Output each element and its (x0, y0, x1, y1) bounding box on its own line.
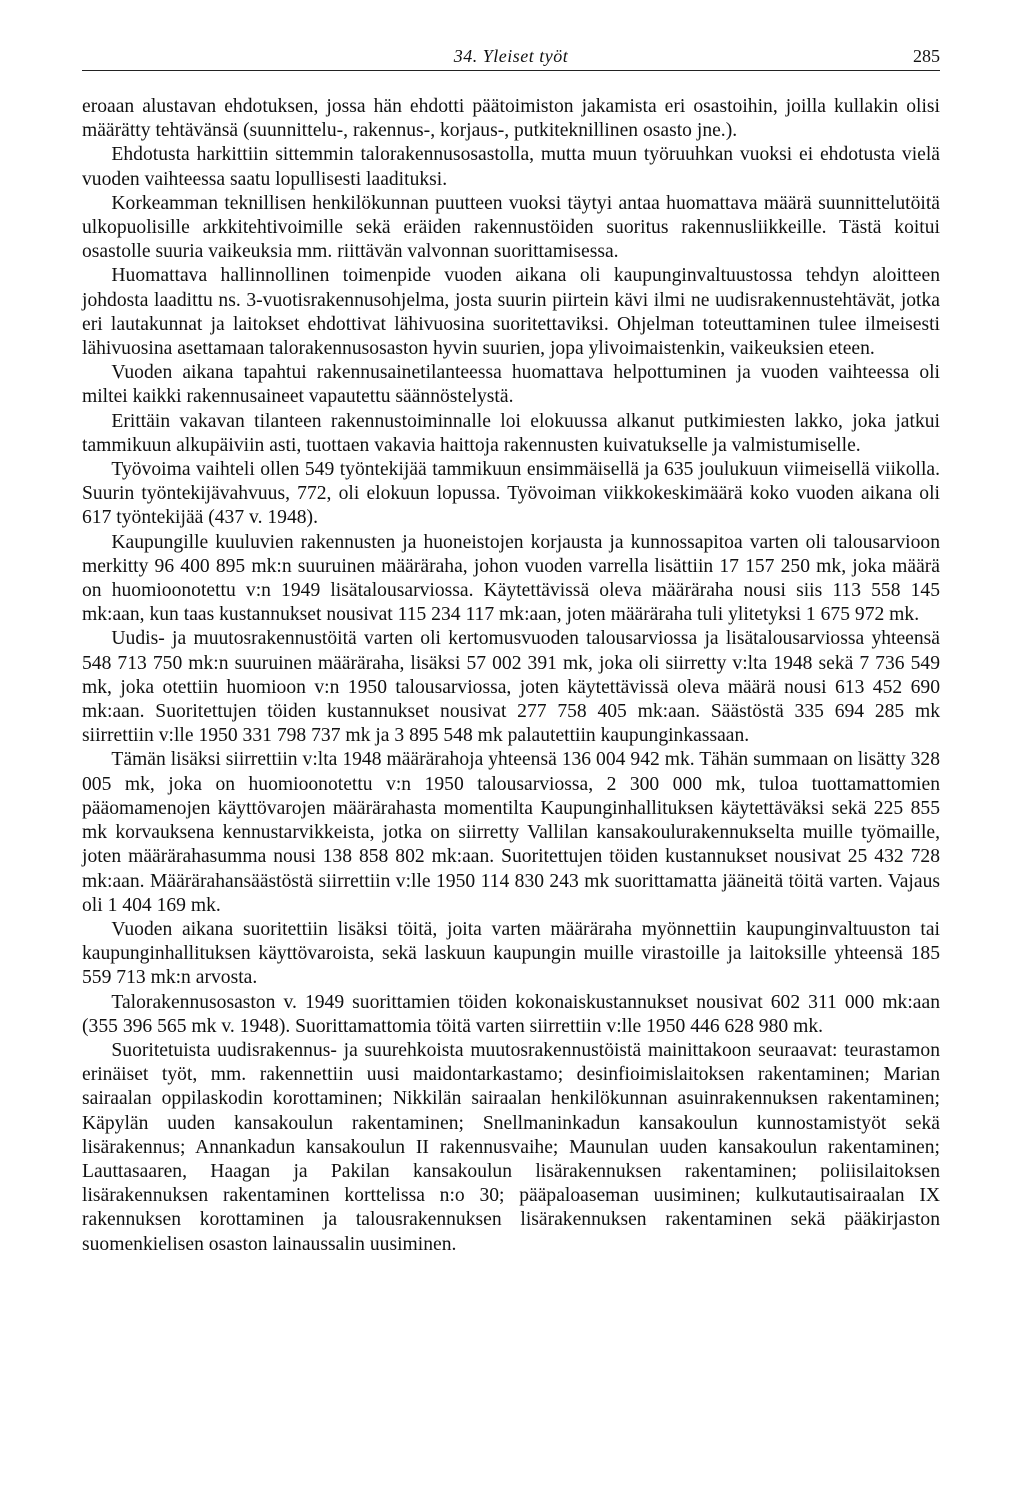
paragraph-7: Työvoima vaihteli ollen 549 työntekijää tammikuun ensimmäisellä ja 635 joulukuun viimeisellä viikolla. Suurin työntekijävahvuus, 772, oli elokuun lopussa. Työvoiman viikkokeskimäärä koko vuoden aikana oli 617 työntekijää (437 v. 1948). (82, 459, 940, 529)
paragraph-4: Huomattava hallinnollinen toimenpide vuoden aikana oli kaupunginvaltuustossa tehdyn aloitteen johdosta laadittu ns. 3-vuotisrakennusohjelma, josta suurin piirtein kävi ilmi ne uudisrakennustehtävät, jotka eri lautakunnat ja laitokset ehdottivat lähivuosina suoritettaviksi. Ohjelman toteuttaminen tulee ilmeisesti lähivuosina asettamaan talorakennusosaston hyvin suurien, jopa ylivoimaistenkin, vaikeuksien eteen. (82, 265, 940, 360)
page-number: 285 (913, 46, 940, 66)
body-text (82, 95, 940, 1257)
paragraph-2: Ehdotusta harkittiin sittemmin talorakennusosastolla, mutta muun työruuhkan vuoksi ei ehdotusta vielä vuoden vaihteessa saatu lopullisesti laadituksi. (82, 144, 940, 190)
paragraph-13: Suoritetuista uudisrakennus- ja suurehkoista muutosrakennustöistä mainittakoon seuraavat: teurastamon erinäiset työt, mm. rakennettiin uusi maidontarkastamo; desinfioimislaitoksen rakentaminen; Marian sairaalan oppilaskodin korottaminen; Nikkilän sairaalan henkilökunnan asuinrakennuksen rakentaminen; Käpylän uuden kansakoulun rakentaminen; Snellmaninkadun kansakoulun kunnostamistyöt sekä lisärakennus; Annankadun kansakoulun II rakennusvaihe; Maunulan uuden kansakoulun rakentaminen; Lauttasaaren, Haagan ja Pakilan kansakoulun lisärakennuksen rakentaminen; poliisilaitoksen lisärakennuksen rakentaminen korttelissa n:o 30; pääpaloaseman uusiminen; kulkutautisairaalan IX rakennuksen korottaminen ja talousrakennuksen lisärakennuksen rakentaminen sekä pääkirjaston suomenkielisen osaston lainaussalin uusiminen. (82, 1039, 940, 1255)
paragraph-1: eroaan alustavan ehdotuksen, jossa hän ehdotti päätoimiston jakamista eri osastoihin, joilla kullakin olisi määrätty tehtävänsä (suunnittelu-, rakennus-, korjaus-, putkiteknillinen osasto jne.). (82, 96, 940, 142)
paragraph-11: Vuoden aikana suoritettiin lisäksi töitä, joita varten määräraha myönnettiin kaupunginvaltuuston tai kaupunginhallituksen käyttövaroista, sekä laskuun kaupungin muille virastoille ja laitoksille yhteensä 185 559 713 mk:n arvosta. (82, 918, 940, 989)
document-page (82, 40, 940, 1257)
paragraph-8: Kaupungille kuuluvien rakennusten ja huoneistojen korjausta ja kunnossapitoa varten oli talousarvioon merkitty 96 400 895 mk:n suuruinen määräraha, johon vuoden varrella lisättiin 17 157 250 mk, joka määrä on huomioonotettu v:n 1949 lisätalousarviossa. Käytettävissä oleva määräraha nousi siis 113 558 145 mk:aan, kun taas kustannukset nousivat 115 234 117 mk:aan, joten määräraha tuli ylitetyksi 1 675 972 mk. (82, 531, 940, 626)
paragraph-9: Uudis- ja muutosrakennustöitä varten oli kertomusvuoden talousarviossa ja lisätalousarviossa yhteensä 548 713 750 mk:n suuruinen määräraha, lisäksi 57 002 391 mk, joka oli siirretty v:lta 1948 sekä 7 736 549 mk, joka otettiin huomioon v:n 1950 talousarviossa, joten käytettävissä oleva määrä nousi 613 452 690 mk:aan. Suoritettujen töiden kustannukset nousivat 277 758 405 mk:aan. Säästöstä 335 694 285 mk siirrettiin v:lle 1950 331 798 737 mk ja 3 895 548 mk palautettiin kaupunginkassaan. (82, 628, 940, 747)
paragraph-3: Korkeamman teknillisen henkilökunnan puutteen vuoksi täytyi antaa huomattava määrä suunnittelutöitä ulkopuolisille arkkitehtivoimille sekä eräiden rakennustöiden suoritus rakennusliikkeille. Tästä koitui osastolle suuria vaikeuksia mm. riittävän valvonnan suorittamisessa. (82, 192, 940, 263)
paragraph-5: Vuoden aikana tapahtui rakennusainetilanteessa huomattava helpottuminen ja vuoden vaihteessa oli miltei kaikki rakennusaineet vapautettu säännöstelystä. (82, 362, 940, 408)
paragraph-6: Erittäin vakavan tilanteen rakennustoiminnalle loi elokuussa alkanut putkimiesten lakko, joka jatkui tammikuun alkupäiviin asti, tuottaen vakavia haittoja rakennusten kuivatukselle ja valmistumiselle. (82, 410, 940, 456)
running-header (82, 40, 940, 71)
paragraph-12: Talorakennusosaston v. 1949 suorittamien töiden kokonaiskustannukset nousivat 602 311 000 mk:aan (355 396 565 mk v. 1948). Suorittamattomia töitä varten siirrettiin v:lle 1950 446 628 980 mk. (82, 991, 940, 1037)
chapter-title: 34. Yleiset työt (453, 46, 569, 66)
paragraph-10: Tämän lisäksi siirrettiin v:lta 1948 määrärahoja yhteensä 136 004 942 mk. Tähän summaan on lisätty 328 005 mk, joka on huomioonotettu v:n 1950 talousarviossa, 2 300 000 mk, tuloa tuottamattomien pääomamenojen käyttövarojen määrärahasta momentilta Kaupunginhallituksen käytettäväksi sekä 225 855 mk korvauksena kennustarvikkeista, jotka on siirretty Vallilan kansakoulurakennukselta muille työmaille, joten määrärahasumma nousi 138 858 802 mk:aan. Suoritettujen töiden kustannukset nousivat 25 432 728 mk:aan. Määrärahansäästöstä siirrettiin v:lle 1950 114 830 243 mk suorittamatta jääneitä töitä varten. Vajaus oli 1 404 169 mk. (82, 749, 940, 916)
